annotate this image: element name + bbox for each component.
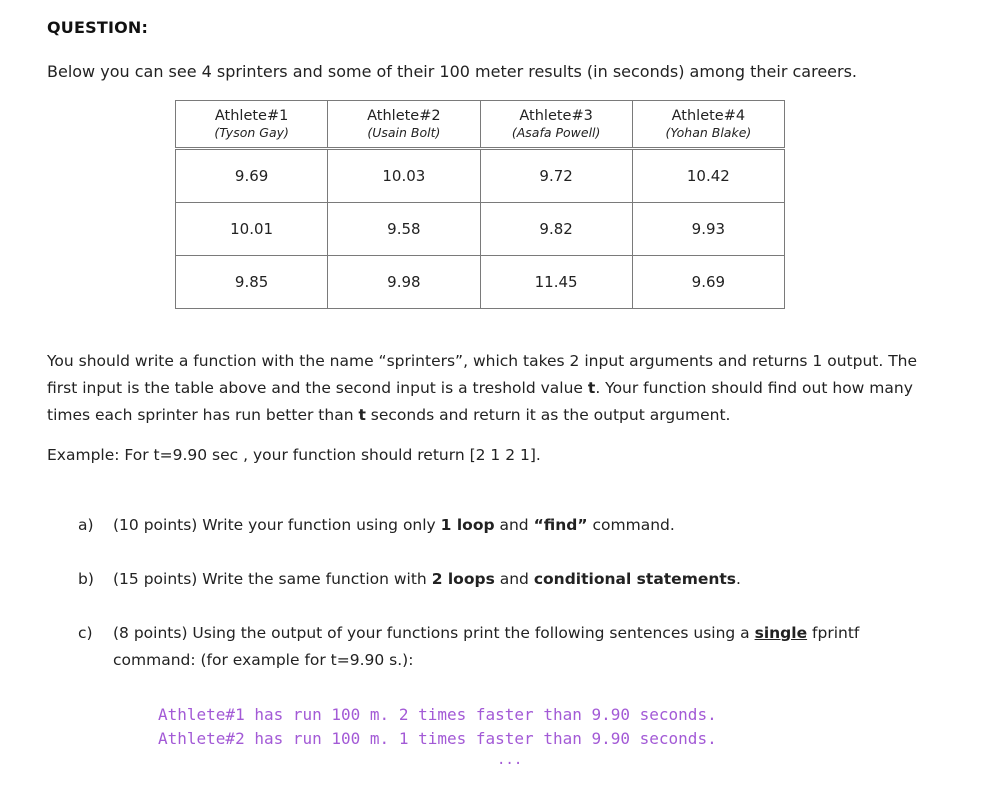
item-emphasis: conditional statements: [533, 570, 737, 588]
athlete-fullname: (Yohan Blake): [665, 125, 752, 141]
code-output-example: [158, 703, 717, 751]
table-cell: 9.72: [480, 149, 632, 203]
table-row: [176, 149, 785, 203]
athlete-name: Athlete#2: [367, 108, 441, 125]
task-description: [47, 348, 927, 429]
item-emphasis: single: [754, 624, 808, 642]
athlete-fullname: (Usain Bolt): [367, 125, 441, 141]
header-athlete-1: [176, 101, 328, 149]
athlete-name: Athlete#1: [214, 108, 289, 125]
table-cell: 10.01: [176, 203, 328, 256]
header-athlete-4: [632, 101, 784, 149]
item-marker: a): [78, 516, 94, 534]
table-cell: 9.82: [480, 203, 632, 256]
code-line: Athlete#2 has run 100 m. 1 times faster than 9.90 seconds.: [158, 729, 717, 748]
question-item-a: [78, 512, 675, 539]
table-cell: 11.45: [480, 256, 632, 309]
item-text: .: [736, 570, 741, 588]
table-row: [176, 256, 785, 309]
header-row: [176, 101, 785, 149]
description-part: seconds and return it as the output argument.: [365, 406, 731, 424]
example-text: Example: For t=9.90 sec , your function should return [2 1 2 1].: [47, 446, 541, 464]
item-text: (15 points) Write the same function with: [113, 570, 432, 588]
code-line: Athlete#1 has run 100 m. 2 times faster than 9.90 seconds.: [158, 705, 717, 724]
table-cell: 9.85: [176, 256, 328, 309]
item-marker: c): [78, 624, 93, 642]
item-text: (8 points) Using the output of your functions print the following sentences using a: [113, 624, 755, 642]
header-athlete-2: [328, 101, 480, 149]
item-emphasis: “find”: [533, 516, 588, 534]
results-table: [175, 100, 785, 309]
question-item-b: [78, 566, 741, 593]
item-text: command.: [587, 516, 675, 534]
question-item-c: [78, 620, 938, 674]
item-marker: b): [78, 570, 94, 588]
table-cell: 9.69: [632, 256, 784, 309]
threshold-symbol: t: [587, 379, 596, 397]
item-emphasis: 1 loop: [440, 516, 495, 534]
description-part: You should write a function with the name “sprinters”, which takes 2 input arguments and returns 1 output. The first input is the table above and the second input is a treshold value: [47, 352, 918, 397]
continuation-dots: ...: [497, 752, 523, 768]
header-athlete-3: [480, 101, 632, 149]
item-text: (10 points) Write your function using only: [113, 516, 441, 534]
item-text-continued: command: (for example for t=9.90 s.):: [113, 651, 414, 669]
item-text: and: [494, 516, 534, 534]
athlete-name: Athlete#3: [519, 108, 593, 125]
table-cell: 9.69: [176, 149, 328, 203]
question-heading: QUESTION:: [47, 18, 149, 37]
athlete-fullname: (Asafa Powell): [511, 125, 601, 141]
intro-text: Below you can see 4 sprinters and some of their 100 meter results (in seconds) among their careers.: [47, 62, 857, 81]
table-row: [176, 203, 785, 256]
table-cell: 9.98: [328, 256, 480, 309]
table-cell: 10.03: [328, 149, 480, 203]
table-cell: 10.42: [632, 149, 784, 203]
item-emphasis: 2 loops: [431, 570, 495, 588]
athlete-name: Athlete#4: [671, 108, 746, 125]
athlete-fullname: (Tyson Gay): [214, 125, 289, 141]
table-cell: 9.93: [632, 203, 784, 256]
description-part: . Your function should find out how many times each sprinter has run better than: [47, 379, 913, 424]
table-cell: 9.58: [328, 203, 480, 256]
item-text: fprintf: [807, 624, 860, 642]
item-text: and: [494, 570, 534, 588]
threshold-symbol: t: [358, 406, 366, 424]
